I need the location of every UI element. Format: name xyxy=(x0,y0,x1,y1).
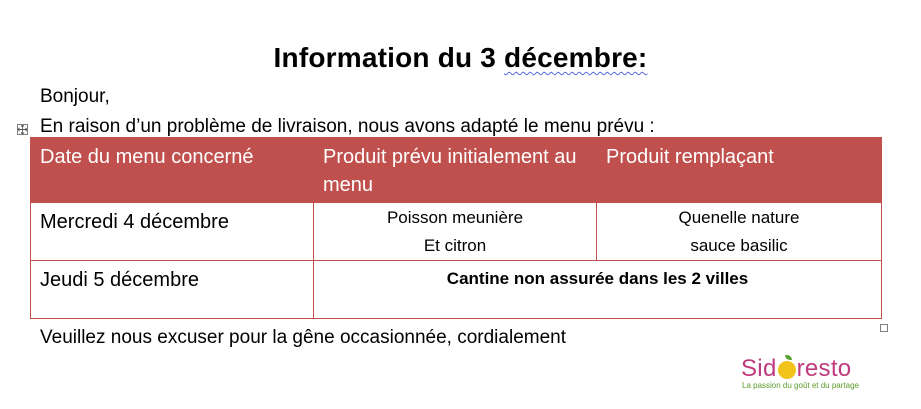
row-merged-notice xyxy=(314,261,882,319)
replacement-line: sauce basilic xyxy=(690,236,788,255)
logo-wordmark xyxy=(741,356,871,382)
row-date: Mercredi 4 décembre xyxy=(31,203,314,261)
table-row xyxy=(31,203,882,261)
logo-word-start: Sid xyxy=(741,355,777,382)
sidoresto-logo xyxy=(741,356,871,400)
leaf-icon xyxy=(785,355,792,360)
merged-notice-text: Cantine non assurée dans les 2 villes xyxy=(446,269,749,288)
title-date-spellcheck: décembre: xyxy=(504,42,648,73)
table-resize-handle[interactable] xyxy=(880,324,888,332)
table-header-row xyxy=(31,138,882,203)
menu-change-table xyxy=(30,137,882,319)
header-date: Date du menu concerné xyxy=(31,138,314,203)
row-planned-product xyxy=(314,203,597,261)
title-text: Information du 3 xyxy=(273,42,505,73)
greeting-text: Bonjour, xyxy=(40,86,110,107)
planned-line: Poisson meunière xyxy=(386,208,524,227)
row-date: Jeudi 5 décembre xyxy=(31,261,314,319)
header-replacement-product: Produit remplaçant xyxy=(597,138,882,203)
logo-tagline: La passion du goût et du partage xyxy=(742,381,859,390)
row-replacement-product xyxy=(597,203,882,261)
planned-line: Et citron xyxy=(423,236,487,255)
lemon-o-icon xyxy=(778,361,796,379)
header-planned-product: Produit prévu initialement au menu xyxy=(314,138,597,203)
intro-text: En raison d’un problème de livraison, nous avons adapté le menu prévu : xyxy=(40,116,655,137)
table-row xyxy=(31,261,882,319)
closing-text: Veuillez nous excuser pour la gêne occasionnée, cordialement xyxy=(40,327,566,348)
document-title xyxy=(0,42,921,74)
table-move-handle-icon[interactable] xyxy=(17,124,28,135)
replacement-line: Quenelle nature xyxy=(678,208,800,227)
logo-word-end: resto xyxy=(796,355,852,382)
